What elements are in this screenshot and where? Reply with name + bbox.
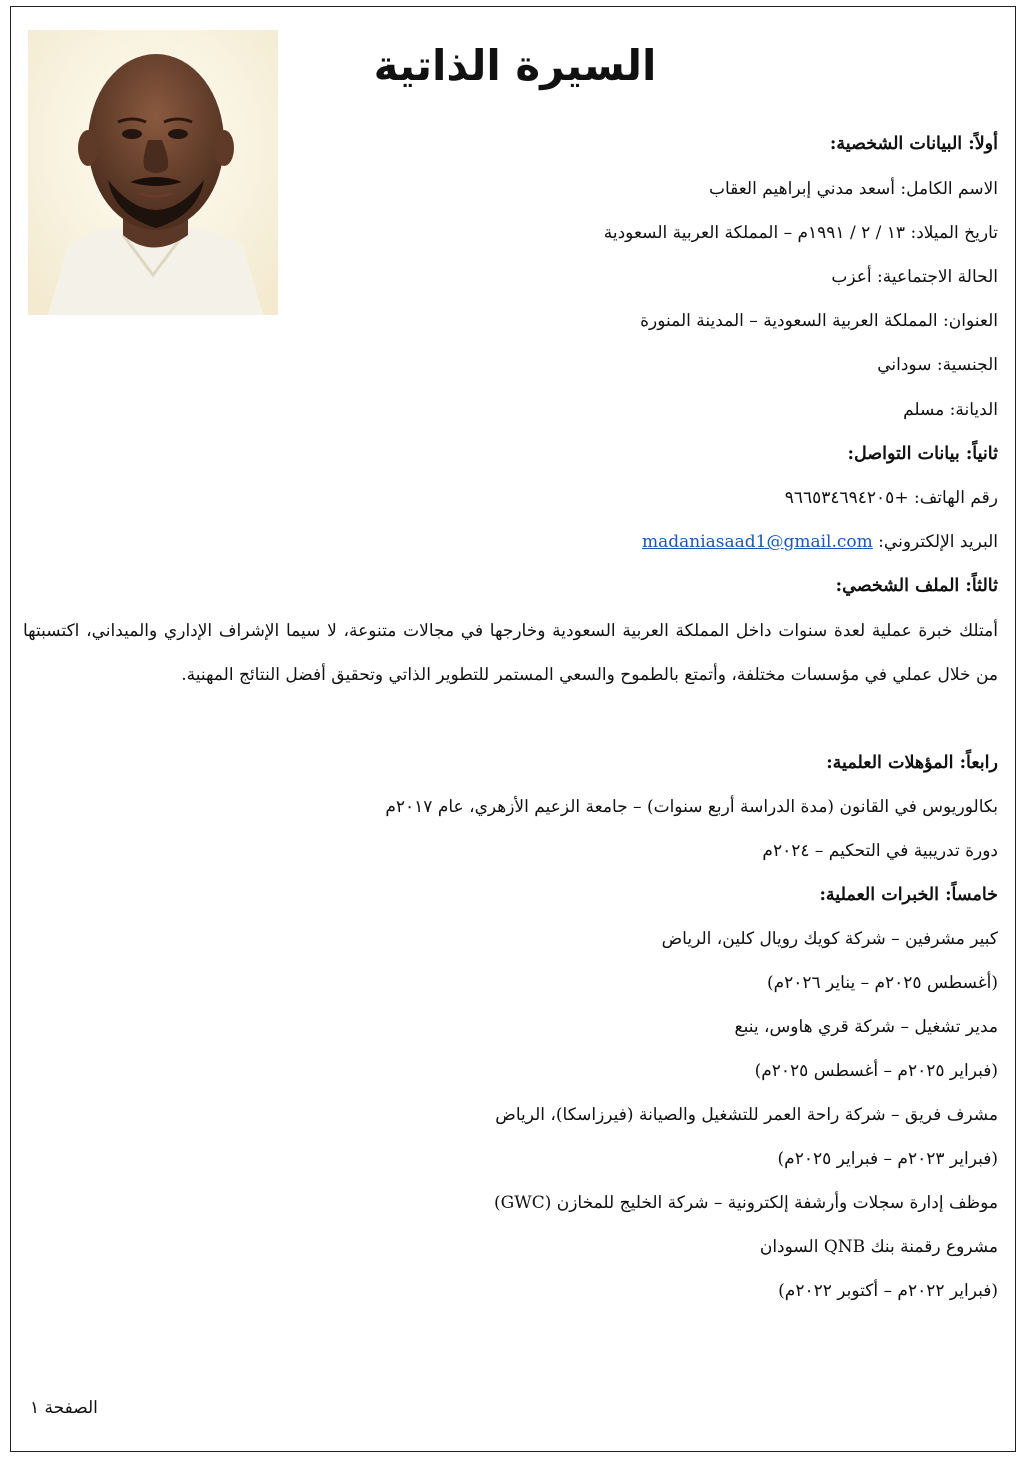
- experience-line: موظف إدارة سجلات وأرشفة إلكترونية – شركة الخليج للمخازن (GWC): [494, 1193, 998, 1213]
- profile-photo: [28, 30, 278, 315]
- experience-line: كبير مشرفين – شركة كويك رويال كلين، الرياض: [661, 929, 998, 949]
- section-personal-heading: أولاً: البيانات الشخصية:: [829, 134, 998, 154]
- phone-number: رقم الهاتف: +٩٦٦٥٣٤٦٩٤٢٠٥: [784, 488, 998, 508]
- religion: الديانة: مسلم: [903, 400, 998, 420]
- marital-status: الحالة الاجتماعية: أعزب: [831, 267, 998, 287]
- full-name: الاسم الكامل: أسعد مدني إبراهيم العقاب: [708, 179, 998, 199]
- section-experience-heading: خامساً: الخبرات العملية:: [819, 885, 998, 905]
- education-item: بكالوريوس في القانون (مدة الدراسة أربع سنوات) – جامعة الزعيم الأزهري، عام ٢٠١٧م: [385, 797, 998, 817]
- birth-date: تاريخ الميلاد: ١٣ / ٢ / ١٩٩١م – المملكة العربية السعودية: [603, 223, 998, 243]
- page-number: الصفحة ١: [30, 1398, 98, 1418]
- experience-line: (فبراير ٢٠٢٢م – أكتوبر ٢٠٢٢م): [778, 1281, 998, 1301]
- email-link[interactable]: madaniasaad1@gmail.com: [642, 532, 873, 552]
- section-contact-heading: ثانياً: بيانات التواصل:: [847, 444, 998, 464]
- nationality: الجنسية: سوداني: [877, 355, 998, 375]
- experience-line: (أغسطس ٢٠٢٥م – يناير ٢٠٢٦م): [766, 973, 998, 993]
- experience-line: مدير تشغيل – شركة قري هاوس، ينبع: [734, 1017, 998, 1037]
- profile-paragraph: أمتلك خبرة عملية لعدة سنوات داخل المملكة العربية السعودية وخارجها في مجالات متنوعة، لا سيما الإشراف الإداري والميداني، اكتسبتها من خلال عملي في مؤسسات مختلفة، وأتمتع بالطموح والسعي المستمر للتطوير الذاتي وتحقيق أفضل النتائج المهنية.: [23, 621, 998, 685]
- email-row: [642, 529, 998, 555]
- section-education-heading: رابعاً: المؤهلات العلمية:: [826, 753, 998, 773]
- email-label: البريد الإلكتروني:: [872, 532, 998, 552]
- profile-photo-image: [28, 30, 278, 315]
- experience-line: (فبراير ٢٠٢٣م – فبراير ٢٠٢٥م): [777, 1149, 998, 1169]
- experience-line: (فبراير ٢٠٢٥م – أغسطس ٢٠٢٥م): [754, 1061, 998, 1081]
- experience-line: مشرف فريق – شركة راحة العمر للتشغيل والصيانة (فيرزاسكا)، الرياض: [495, 1105, 998, 1125]
- section-profile-heading: ثالثاً: الملف الشخصي:: [835, 576, 998, 596]
- address: العنوان: المملكة العربية السعودية – المدينة المنورة: [640, 311, 998, 331]
- education-item: دورة تدريبية في التحكيم – ٢٠٢٤م: [762, 841, 998, 861]
- page-title: السيرة الذاتية: [373, 41, 657, 90]
- experience-line: مشروع رقمنة بنك QNB السودان: [759, 1237, 998, 1257]
